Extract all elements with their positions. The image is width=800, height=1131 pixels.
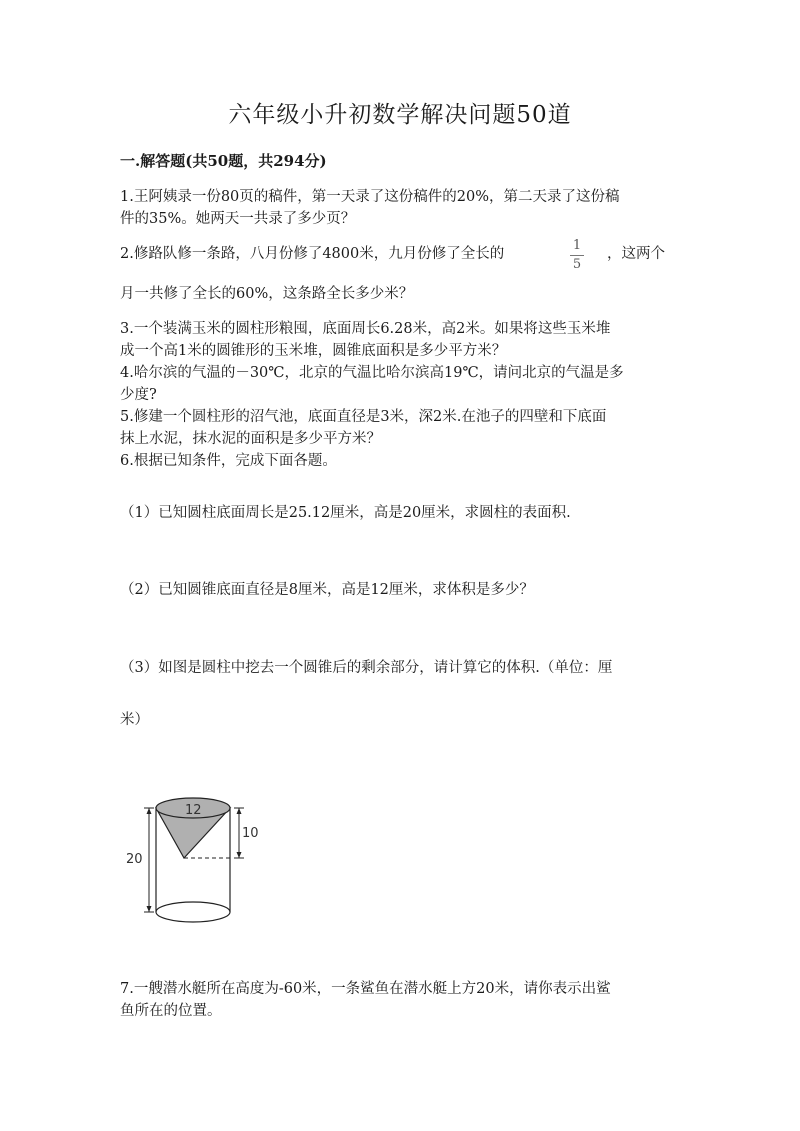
question-6-sub-3-line-2: 米） — [120, 712, 149, 728]
question-6-sub-2: （2）已知圆锥底面直径是8厘米，高是12厘米，求体积是多少？ — [120, 582, 534, 598]
cylinder-height-arrow-down — [147, 906, 152, 912]
cylinder-bottom-ellipse — [156, 902, 230, 922]
section-header: 一.解答题(共50题，共294分) — [120, 152, 327, 170]
question-3-line-2: 成一个高1米的圆锥形的玉米堆，圆锥底面积是多少平方米？ — [120, 343, 507, 359]
question-2-line-2: 月一共修了全长的60%，这条路全长多少米？ — [120, 286, 414, 302]
fraction-numerator: 1 — [572, 238, 582, 253]
diameter-label: 12 — [185, 803, 202, 818]
cylinder-cone-figure — [118, 788, 268, 928]
question-2-line-1a: 2.修路队修一条路，八月份修了4800米，九月份修了全长的 — [120, 246, 505, 262]
question-5-line-1: 5.修建一个圆柱形的沼气池，底面直径是3米，深2米.在池子的四壁和下底面 — [120, 409, 607, 425]
fraction-denominator: 5 — [572, 257, 582, 272]
question-7-line-2: 鱼所在的位置。 — [120, 1003, 222, 1019]
fraction-bar — [570, 255, 584, 256]
cone-height-arrow-up — [237, 808, 242, 814]
question-1-line-1: 1.王阿姨录一份80页的稿件，第一天录了这份稿件的20%，第二天录了这份稿 — [120, 189, 620, 205]
question-2-line-1b: ，这两个 — [607, 246, 665, 262]
question-1-line-2: 件的35%。她两天一共录了多少页？ — [120, 211, 356, 227]
question-7-line-1: 7.一艘潜水艇所在高度为-60米，一条鲨鱼在潜水艇上方20米，请你表示出鲨 — [120, 981, 611, 997]
cone-height-label: 10 — [242, 826, 259, 841]
question-4-line-2: 少度? — [120, 387, 157, 403]
cylinder-height-label: 20 — [126, 852, 143, 867]
question-5-line-2: 抹上水泥，抹水泥的面积是多少平方米？ — [120, 431, 381, 447]
question-6-intro: 6.根据已知条件，完成下面各题。 — [120, 453, 337, 469]
cone-height-arrow-down — [237, 852, 242, 858]
cylinder-height-arrow-up — [147, 808, 152, 814]
question-6-sub-1: （1）已知圆柱底面周长是25.12厘米，高是20厘米，求圆柱的表面积. — [120, 505, 571, 521]
page-title: 六年级小升初数学解决问题50道 — [228, 102, 572, 128]
question-6-sub-3-line-1: （3）如图是圆柱中挖去一个圆锥后的剩余部分，请计算它的体积.（单位：厘 — [120, 660, 613, 676]
fraction-one-fifth — [568, 238, 586, 273]
question-3-line-1: 3.一个装满玉米的圆柱形粮囤，底面周长6.28米，高2米。如果将这些玉米堆 — [120, 321, 611, 337]
question-4-line-1: 4.哈尔滨的气温的－30℃，北京的气温比哈尔滨高19℃，请问北京的气温是多 — [120, 365, 624, 381]
